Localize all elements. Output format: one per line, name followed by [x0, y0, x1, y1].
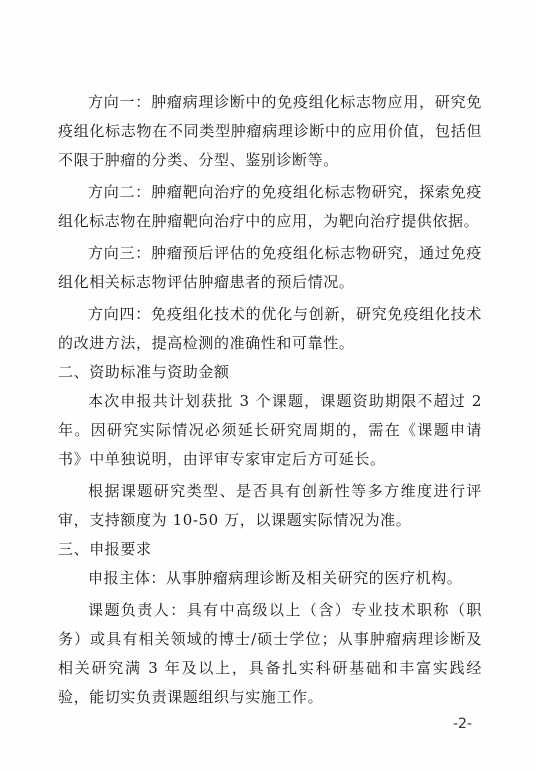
paragraph-direction-3: 方向三：肿瘤预后评估的免疫组化标志物研究，通过免疫组化相关标志物评估肿瘤患者的预后情况。 — [58, 244, 482, 291]
paragraph-direction-1: 方向一：肿瘤病理诊断中的免疫组化标志物应用，研究免疫组化标志物在不同类型肿瘤病理诊断中的应用价值，包括但不限于肿瘤的分类、分型、鉴别诊断等。 — [58, 93, 482, 169]
paragraph-applicant-entity: 申报主体：从事肿瘤病理诊断及相关研究的医疗机构。 — [88, 569, 463, 587]
paragraph-funding-amount: 根据课题研究类型、是否具有创新性等多方维度进行评审，支持额度为 10-50 万，以课题实际情况为准。 — [58, 482, 482, 529]
document-body — [58, 88, 482, 712]
page-number: -2- — [452, 716, 472, 732]
section-heading-funding: 二、资助标准与资助金额 — [58, 363, 230, 381]
section-heading-requirements: 三、申报要求 — [58, 540, 152, 558]
paragraph-direction-4: 方向四：免疫组化技术的优化与创新，研究免疫组化技术的改进方法，提高检测的准确性和可靠性。 — [58, 305, 482, 352]
paragraph-project-leader: 课题负责人：具有中高级以上（含）专业技术职称（职务）或具有相关领域的博士/硕士学位；从事肿瘤病理诊断及相关研究满 3 年及以上，具备扎实科研基础和丰富实践经验，能切实负责课题组织与实施工作。 — [58, 601, 482, 706]
paragraph-funding-projects: 本次申报共计划获批 3 个课题，课题资助期限不超过 2 年。因研究实际情况必须延长研究周期的，需在《课题申请书》中单独说明，由评审专家审定后方可延长。 — [58, 392, 482, 468]
paragraph-direction-2: 方向二：肿瘤靶向治疗的免疫组化标志物研究，探索免疫组化标志物在肿瘤靶向治疗中的应用，为靶向治疗提供依据。 — [58, 183, 482, 230]
